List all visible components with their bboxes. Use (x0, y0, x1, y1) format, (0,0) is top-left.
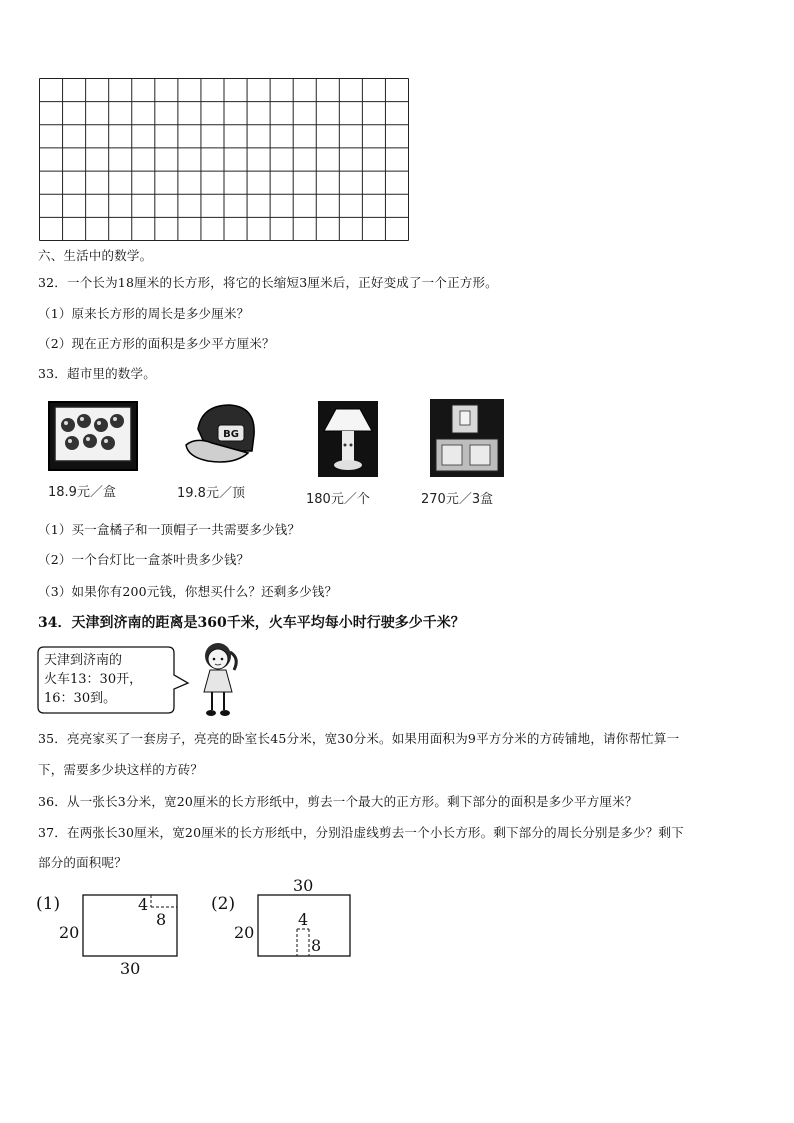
fig1-left-label: 20 (59, 923, 80, 942)
q32-sub2: （2）现在正方形的面积是多少平方厘米？ (38, 336, 275, 351)
q32-stem: 32．一个长为18厘米的长方形，将它的长缩短3厘米后，正好变成了一个正方形。 (38, 275, 498, 290)
q37-line2: 部分的面积呢？ (38, 855, 127, 870)
bubble-line-1: 天津到济南的 (44, 653, 123, 668)
bubble-line-3: 16：30到。 (44, 691, 117, 706)
q35-line2: 下，需要多少块这样的方砖？ (38, 762, 204, 777)
q33-stem: 33．超市里的数学。 (38, 366, 156, 381)
orange-box-icon (48, 401, 138, 471)
fig1-tag: (1) (36, 894, 61, 914)
price-tea: 270元／3盒 (421, 492, 494, 507)
fig2-tag: (2) (211, 894, 236, 914)
fig1-cut-h: 8 (156, 910, 167, 929)
q33-sub3: （3）如果你有200元钱，你想买什么？还剩多少钱？ (38, 584, 338, 599)
figure-1 (30, 875, 200, 980)
answer-grid (39, 78, 409, 242)
price-oranges: 18.9元／盒 (48, 485, 116, 500)
fig2-cut-w: 4 (298, 910, 309, 929)
q33-sub1: （1）买一盒橘子和一顶帽子一共需要多少钱？ (38, 522, 301, 537)
fig1-cut-w: 4 (138, 895, 149, 914)
q32-sub1: （1）原来长方形的周长是多少厘米？ (38, 306, 250, 321)
price-lamp: 180元／个 (306, 492, 370, 507)
figure-2 (205, 875, 365, 970)
price-cap: 19.8元／顶 (177, 486, 245, 501)
fig2-cut-h: 8 (311, 936, 322, 955)
q37-line1: 37．在两张长30厘米，宽20厘米的长方形纸中，分别沿虚线剪去一个小长方形。剩下部分的周长分别是多少？剩下 (38, 825, 684, 840)
tea-box-icon (430, 399, 504, 477)
fig2-left-label: 20 (234, 923, 255, 942)
girl-icon (196, 640, 242, 720)
bubble-text (44, 651, 142, 708)
cap-icon (178, 401, 260, 469)
bubble-line-2: 火车13：30开， (44, 672, 143, 687)
fig2-top-label: 30 (293, 876, 314, 895)
q34-stem: 34．天津到济南的距离是360千米，火车平均每小时行驶多少千米？ (38, 615, 465, 631)
cap-logo-text: BG (223, 429, 239, 440)
q36-stem: 36．从一张长3分米，宽20厘米的长方形纸中，剪去一个最大的正方形。剩下部分的面积是多少平方厘米？ (38, 794, 638, 809)
q33-sub2: （2）一个台灯比一盒茶叶贵多少钱？ (38, 552, 250, 567)
fig1-bottom-label: 30 (120, 959, 141, 978)
table-lamp-icon (318, 401, 378, 477)
section-title: 六、生活中的数学。 (38, 248, 153, 263)
q35-line1: 35．亮亮家买了一套房子，亮亮的卧室长45分米，宽30分米。如果用面积为9平方分米的方砖铺地，请你帮忙算一 (38, 731, 680, 746)
